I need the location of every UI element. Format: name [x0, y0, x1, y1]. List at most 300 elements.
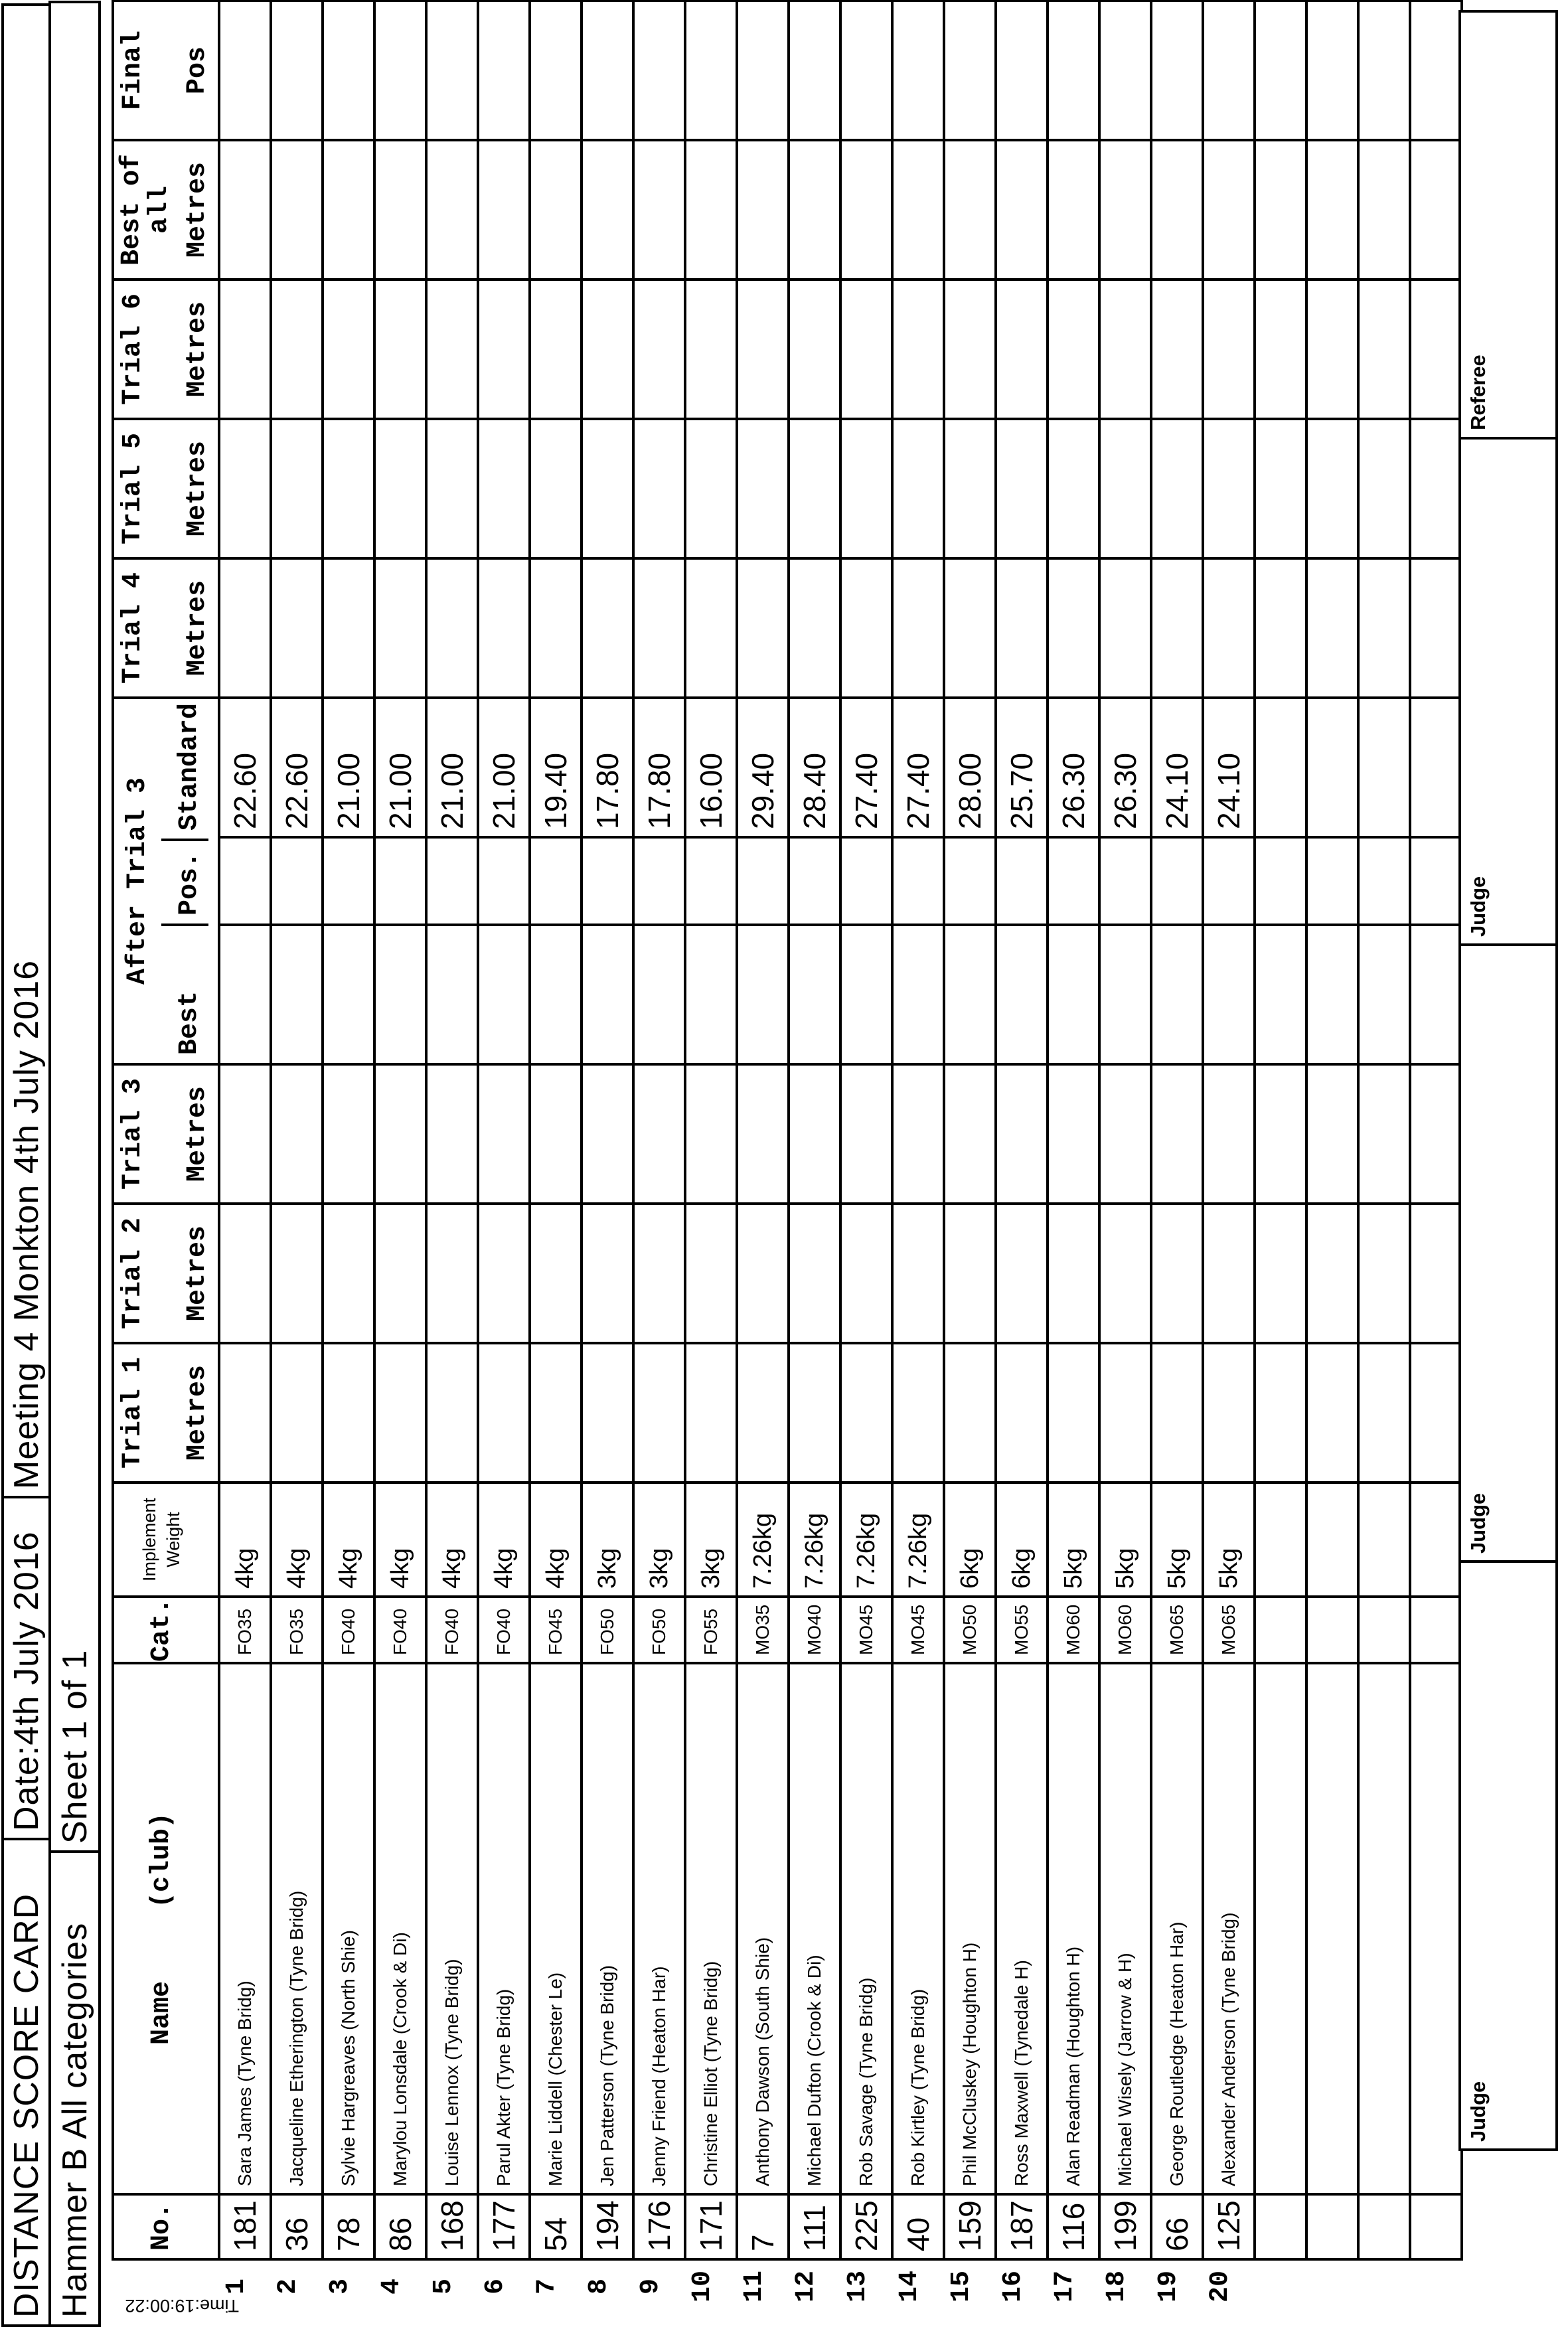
cell-cat-value: MO65	[1166, 1604, 1187, 1655]
cell-t1	[219, 1343, 271, 1483]
cell-standard	[1048, 698, 1099, 837]
cell-pos	[1151, 837, 1203, 925]
cell-no-value: 181	[228, 2200, 262, 2251]
cell-weight-value: 6kg	[1007, 1548, 1036, 1589]
cell-best	[530, 925, 582, 1064]
cell-t4	[478, 558, 530, 698]
cell-t5	[530, 419, 582, 558]
empty-cell	[1255, 1663, 1306, 2194]
cell-name	[1203, 1663, 1255, 2194]
cell-t5	[582, 419, 633, 558]
cell-weight	[685, 1483, 737, 1597]
empty-cell	[1306, 1483, 1358, 1597]
cell-t5	[1203, 419, 1255, 558]
cell-no	[996, 2194, 1048, 2259]
cell-weight-value: 7.26kg	[748, 1512, 777, 1589]
cell-best	[1099, 925, 1151, 1064]
cell-no	[219, 2194, 271, 2259]
cell-cat	[996, 1597, 1048, 1663]
cell-standard-value: 29.40	[745, 752, 780, 829]
cell-cat-value: FO35	[234, 1608, 255, 1655]
cell-pos	[426, 837, 478, 925]
cell-standard	[996, 698, 1048, 837]
cell-t4	[633, 558, 685, 698]
empty-cell	[1306, 925, 1358, 1064]
cell-weight	[633, 1483, 685, 1597]
empty-cell	[1358, 1, 1410, 140]
cell-weight-value: 7.26kg	[903, 1512, 932, 1589]
cell-no-value: 187	[1004, 2200, 1039, 2251]
cell-t4	[944, 558, 996, 698]
cell-t5	[271, 419, 323, 558]
empty-cell	[1255, 925, 1306, 1064]
cell-best	[685, 925, 737, 1064]
table-row	[323, 1, 374, 2259]
cell-t6	[1099, 280, 1151, 419]
header-trial-4: Trial 4 Metres	[113, 558, 219, 698]
cell-t6	[323, 280, 374, 419]
cell-final	[271, 1, 323, 140]
cell-t1	[582, 1343, 633, 1483]
cell-weight	[426, 1483, 478, 1597]
cell-final	[737, 1, 789, 140]
cell-name-value: Alexander Anderson (Tyne Bridg)	[1218, 1912, 1239, 2186]
table-row	[685, 1, 737, 2259]
cell-weight-value: 5kg	[1059, 1548, 1087, 1589]
cell-t4	[1203, 558, 1255, 698]
cell-pos	[633, 837, 685, 925]
page-title: DISTANCE SCORE CARD	[7, 1893, 46, 2318]
empty-cell	[1306, 140, 1358, 280]
cell-final	[1048, 1, 1099, 140]
cell-name-value: Michael Dufton (Crook & Di)	[804, 1955, 824, 2186]
header-cat: Cat.	[113, 1597, 219, 1663]
empty-cell	[1358, 1483, 1410, 1597]
cell-bestall	[374, 140, 426, 280]
cell-pos	[323, 837, 374, 925]
empty-cell	[1410, 419, 1462, 558]
table-row	[1099, 1, 1151, 2259]
header-trial-1: Trial 1 Metres	[113, 1343, 219, 1483]
cell-no-value: 66	[1160, 2217, 1194, 2251]
sheet-box	[48, 1, 101, 1853]
cell-t1	[323, 1343, 374, 1483]
empty-cell	[1358, 1064, 1410, 1204]
empty-table-row	[1410, 1, 1462, 2259]
referee-box: Referee	[1458, 10, 1558, 440]
cell-t3	[478, 1064, 530, 1204]
cell-t3	[374, 1064, 426, 1204]
cell-weight-value: 3kg	[696, 1548, 725, 1589]
empty-cell	[1255, 698, 1306, 837]
score-table	[112, 0, 1463, 2261]
cell-cat	[478, 1597, 530, 1663]
header-name: Name (club)	[113, 1663, 219, 2194]
table-row	[789, 1, 840, 2259]
cell-no-value: 111	[797, 2205, 832, 2251]
cell-cat	[1099, 1597, 1151, 1663]
cell-cat	[685, 1597, 737, 1663]
judge-box-2: Judge	[1458, 943, 1558, 1563]
cell-no-value: 194	[590, 2200, 625, 2251]
cell-no-value: 40	[901, 2217, 935, 2251]
row-index: 17	[1050, 2271, 1080, 2303]
table-row	[1048, 1, 1099, 2259]
cell-name-value: Christine Elliot (Tyne Bridg)	[700, 1961, 721, 2186]
empty-table-row	[1358, 1, 1410, 2259]
empty-cell	[1410, 837, 1462, 925]
cell-weight-value: 5kg	[1111, 1548, 1139, 1589]
cell-t3	[685, 1064, 737, 1204]
empty-table-row	[1255, 1, 1306, 2259]
cell-no	[737, 2194, 789, 2259]
cell-final	[892, 1, 944, 140]
empty-cell	[1358, 558, 1410, 698]
cell-weight-value: 5kg	[1162, 1548, 1191, 1589]
cell-name	[530, 1663, 582, 2194]
cell-t6	[426, 280, 478, 419]
cell-no	[478, 2194, 530, 2259]
header-after-trial-3-group: After Trial 3 Best Pos. Standard	[113, 698, 219, 1064]
cell-pos	[219, 837, 271, 925]
cell-cat	[1151, 1597, 1203, 1663]
cell-standard	[219, 698, 271, 837]
empty-cell	[1255, 1204, 1306, 1343]
empty-cell	[1306, 1204, 1358, 1343]
cell-final	[840, 1, 892, 140]
cell-pos	[737, 837, 789, 925]
empty-cell	[1358, 2194, 1410, 2259]
row-index: 12	[791, 2271, 821, 2303]
row-index: 6	[481, 2279, 510, 2295]
cell-cat-value: FO50	[649, 1608, 669, 1655]
cell-t6	[737, 280, 789, 419]
cell-weight	[323, 1483, 374, 1597]
cell-standard	[426, 698, 478, 837]
cell-t5	[1099, 419, 1151, 558]
empty-cell	[1358, 419, 1410, 558]
cell-t5	[892, 419, 944, 558]
cell-standard-value: 24.10	[1212, 752, 1246, 829]
cell-t2	[271, 1204, 323, 1343]
cell-t2	[996, 1204, 1048, 1343]
cell-name	[582, 1663, 633, 2194]
table-row	[1151, 1, 1203, 2259]
cell-pos	[530, 837, 582, 925]
cell-weight	[219, 1483, 271, 1597]
cell-name	[789, 1663, 840, 2194]
cell-no-value: 159	[953, 2200, 987, 2251]
empty-cell	[1358, 837, 1410, 925]
cell-cat-value: FO40	[493, 1608, 514, 1655]
empty-cell	[1358, 1343, 1410, 1483]
cell-t4	[323, 558, 374, 698]
cell-t2	[840, 1204, 892, 1343]
row-index: 11	[740, 2271, 769, 2303]
cell-pos	[892, 837, 944, 925]
cell-pos	[1048, 837, 1099, 925]
cell-final	[374, 1, 426, 140]
cell-pos	[271, 837, 323, 925]
empty-cell	[1255, 558, 1306, 698]
cell-t1	[633, 1343, 685, 1483]
cell-no-value: 125	[1212, 2200, 1246, 2251]
empty-cell	[1306, 280, 1358, 419]
cell-standard	[478, 698, 530, 837]
cell-t4	[840, 558, 892, 698]
cell-final	[789, 1, 840, 140]
cell-name-value: Rob Kirtley (Tyne Bridg)	[907, 1988, 928, 2186]
cell-cat	[374, 1597, 426, 1663]
cell-final	[944, 1, 996, 140]
cell-no-value: 171	[694, 2200, 728, 2251]
cell-no	[840, 2194, 892, 2259]
cell-bestall	[892, 140, 944, 280]
cell-cat-value: MO45	[856, 1604, 876, 1655]
cell-final	[426, 1, 478, 140]
cell-t5	[944, 419, 996, 558]
cell-t4	[1151, 558, 1203, 698]
cell-pos	[582, 837, 633, 925]
empty-cell	[1306, 1343, 1358, 1483]
cell-name	[685, 1663, 737, 2194]
table-row	[944, 1, 996, 2259]
cell-no	[374, 2194, 426, 2259]
judge-box-1: Judge	[1458, 1560, 1558, 2151]
cell-weight-value: 6kg	[955, 1548, 984, 1589]
cell-cat	[582, 1597, 633, 1663]
cell-weight-value: 4kg	[282, 1548, 311, 1589]
sheet-label: Sheet 1 of 1	[55, 1649, 94, 1844]
empty-cell	[1255, 1343, 1306, 1483]
cell-cat	[1203, 1597, 1255, 1663]
cell-name	[944, 1663, 996, 2194]
cell-t3	[1099, 1064, 1151, 1204]
cell-t5	[633, 419, 685, 558]
cell-t4	[219, 558, 271, 698]
cell-bestall	[996, 140, 1048, 280]
empty-cell	[1306, 698, 1358, 837]
cell-t3	[1151, 1064, 1203, 1204]
cell-pos	[1203, 837, 1255, 925]
cell-cat-value: FO40	[441, 1608, 462, 1655]
cell-best	[1048, 925, 1099, 1064]
cell-cat-value: MO60	[1115, 1604, 1135, 1655]
cell-cat	[271, 1597, 323, 1663]
cell-t2	[685, 1204, 737, 1343]
empty-cell	[1410, 558, 1462, 698]
cell-no-value: 36	[279, 2217, 314, 2251]
cell-best	[271, 925, 323, 1064]
table-row	[633, 1, 685, 2259]
table-row	[219, 1, 271, 2259]
cell-final	[530, 1, 582, 140]
cell-bestall	[789, 140, 840, 280]
cell-no	[1099, 2194, 1151, 2259]
table-row	[426, 1, 478, 2259]
cell-t2	[892, 1204, 944, 1343]
cell-cat	[789, 1597, 840, 1663]
cell-final	[219, 1, 271, 140]
cell-t3	[737, 1064, 789, 1204]
cell-t4	[530, 558, 582, 698]
cell-standard-value: 19.40	[538, 752, 573, 829]
cell-name-value: Jenny Friend (Heaton Har)	[649, 1966, 669, 2186]
cell-t2	[374, 1204, 426, 1343]
empty-cell	[1358, 1597, 1410, 1663]
cell-name	[323, 1663, 374, 2194]
table-row	[582, 1, 633, 2259]
cell-pos	[996, 837, 1048, 925]
cell-name	[271, 1663, 323, 2194]
empty-cell	[1255, 140, 1306, 280]
cell-no	[892, 2194, 944, 2259]
cell-pos	[478, 837, 530, 925]
empty-cell	[1255, 1597, 1306, 1663]
cell-standard-value: 28.40	[797, 752, 832, 829]
cell-t5	[1151, 419, 1203, 558]
cell-t1	[685, 1343, 737, 1483]
header-sub-pos: Pos.	[161, 841, 208, 926]
title-box	[1, 1838, 51, 2327]
cell-t5	[219, 419, 271, 558]
cell-t2	[426, 1204, 478, 1343]
cell-t3	[840, 1064, 892, 1204]
cell-cat-value: MO45	[907, 1604, 928, 1655]
cell-t2	[789, 1204, 840, 1343]
cell-t3	[633, 1064, 685, 1204]
cell-weight	[892, 1483, 944, 1597]
cell-name	[478, 1663, 530, 2194]
cell-cat	[840, 1597, 892, 1663]
cell-bestall	[323, 140, 374, 280]
empty-cell	[1255, 2194, 1306, 2259]
cell-final	[478, 1, 530, 140]
table-row	[530, 1, 582, 2259]
cell-weight-value: 4kg	[489, 1548, 518, 1589]
header-implement: Implement Weight	[113, 1483, 219, 1597]
cell-name	[374, 1663, 426, 2194]
cell-cat	[737, 1597, 789, 1663]
header-trial-6: Trial 6 Metres	[113, 280, 219, 419]
cell-t4	[1099, 558, 1151, 698]
cell-t2	[478, 1204, 530, 1343]
cell-t4	[582, 558, 633, 698]
cell-weight	[996, 1483, 1048, 1597]
cell-name-value: Ross Maxwell (Tynedale H)	[1011, 1960, 1032, 2186]
cell-final	[1099, 1, 1151, 140]
cell-t6	[1048, 280, 1099, 419]
cell-t3	[892, 1064, 944, 1204]
cell-t3	[944, 1064, 996, 1204]
cell-t4	[1048, 558, 1099, 698]
cell-no-value: 199	[1108, 2200, 1142, 2251]
cell-cat	[1048, 1597, 1099, 1663]
cell-standard	[530, 698, 582, 837]
header-no: No.	[113, 2194, 219, 2259]
cell-bestall	[271, 140, 323, 280]
cell-standard	[582, 698, 633, 837]
cell-t1	[374, 1343, 426, 1483]
cell-standard	[1099, 698, 1151, 837]
cell-bestall	[530, 140, 582, 280]
cell-t6	[271, 280, 323, 419]
cell-name	[633, 1663, 685, 2194]
empty-cell	[1306, 2194, 1358, 2259]
cell-no	[789, 2194, 840, 2259]
cell-name-value: Sylvie Hargreaves (North Shie)	[338, 1930, 358, 2186]
cell-standard	[323, 698, 374, 837]
cell-standard	[685, 698, 737, 837]
cell-name-value: Marie Liddell (Chester Le)	[545, 1972, 566, 2186]
date-label: Date:4th July 2016	[7, 1531, 46, 1831]
empty-cell	[1410, 1663, 1462, 2194]
row-index: 18	[1102, 2271, 1132, 2303]
cell-standard	[633, 698, 685, 837]
empty-cell	[1306, 419, 1358, 558]
cell-t4	[374, 558, 426, 698]
cell-t4	[789, 558, 840, 698]
judge-box-3: Judge	[1458, 437, 1558, 946]
empty-cell	[1410, 2194, 1462, 2259]
cell-t1	[996, 1343, 1048, 1483]
meeting-box	[1, 3, 51, 1498]
cell-weight	[1099, 1483, 1151, 1597]
cell-weight-value: 5kg	[1214, 1548, 1243, 1589]
cell-t3	[219, 1064, 271, 1204]
header-best-of-all: Best of all Metres	[113, 140, 219, 280]
cell-t4	[996, 558, 1048, 698]
cell-weight-value: 3kg	[593, 1548, 621, 1589]
cell-t1	[944, 1343, 996, 1483]
cell-weight-value: 7.26kg	[800, 1512, 828, 1589]
cell-t5	[478, 419, 530, 558]
empty-cell	[1255, 419, 1306, 558]
cell-name-value: Louise Lennox (Tyne Bridg)	[441, 1959, 462, 2186]
cell-best	[323, 925, 374, 1064]
empty-cell	[1358, 925, 1410, 1064]
cell-standard-value: 16.00	[694, 752, 728, 829]
cell-name-value: Sara James (Tyne Bridg)	[234, 1980, 255, 2186]
cell-standard-value: 25.70	[1004, 752, 1039, 829]
cell-best	[737, 925, 789, 1064]
cell-t5	[840, 419, 892, 558]
empty-cell	[1410, 1343, 1462, 1483]
cell-cat-value: MO40	[804, 1604, 824, 1655]
cell-best	[789, 925, 840, 1064]
empty-cell	[1358, 280, 1410, 419]
cell-final	[1151, 1, 1203, 140]
cell-best	[840, 925, 892, 1064]
empty-cell	[1255, 1, 1306, 140]
cell-cat-value: MO35	[752, 1604, 773, 1655]
table-row	[271, 1, 323, 2259]
cell-no-value: 86	[383, 2217, 418, 2251]
cell-standard	[374, 698, 426, 837]
empty-cell	[1358, 1663, 1410, 2194]
empty-cell	[1410, 1597, 1462, 1663]
header-sub-best: Best	[175, 991, 204, 1055]
cell-t6	[996, 280, 1048, 419]
cell-bestall	[219, 140, 271, 280]
empty-cell	[1410, 1, 1462, 140]
cell-weight-value: 4kg	[230, 1548, 259, 1589]
cell-t6	[1151, 280, 1203, 419]
cell-pos	[840, 837, 892, 925]
cell-t5	[996, 419, 1048, 558]
cell-no	[323, 2194, 374, 2259]
cell-t5	[685, 419, 737, 558]
